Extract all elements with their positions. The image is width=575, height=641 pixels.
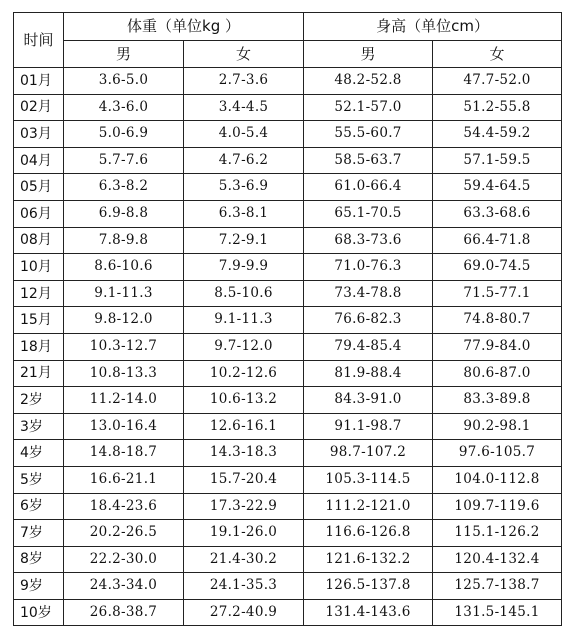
height-female-cell: 47.7-52.0	[433, 68, 562, 95]
weight-male-cell: 4.3-6.0	[64, 94, 184, 121]
age-cell: 7岁	[14, 520, 64, 547]
table-row	[14, 254, 562, 281]
height-female-cell: 104.0-112.8	[433, 466, 562, 493]
header-height: 身高（单位cm）	[304, 13, 562, 41]
height-male-cell: 81.9-88.4	[304, 360, 433, 387]
height-male-cell: 52.1-57.0	[304, 94, 433, 121]
height-male-cell: 48.2-52.8	[304, 68, 433, 95]
height-male-cell: 121.6-132.2	[304, 546, 433, 573]
weight-male-cell: 11.2-14.0	[64, 387, 184, 414]
height-male-cell: 126.5-137.8	[304, 573, 433, 600]
weight-female-cell: 4.7-6.2	[184, 147, 304, 174]
height-female-cell: 66.4-71.8	[433, 227, 562, 254]
height-male-cell: 91.1-98.7	[304, 413, 433, 440]
height-male-cell: 116.6-126.8	[304, 520, 433, 547]
weight-male-cell: 6.9-8.8	[64, 200, 184, 227]
weight-male-cell: 14.8-18.7	[64, 440, 184, 467]
weight-male-cell: 6.3-8.2	[64, 174, 184, 201]
weight-female-cell: 5.3-6.9	[184, 174, 304, 201]
weight-female-cell: 14.3-18.3	[184, 440, 304, 467]
table-row	[14, 280, 562, 307]
height-female-cell: 115.1-126.2	[433, 520, 562, 547]
table-row	[14, 440, 562, 467]
weight-female-cell: 12.6-16.1	[184, 413, 304, 440]
height-female-cell: 109.7-119.6	[433, 493, 562, 520]
table-row	[14, 174, 562, 201]
height-female-cell: 131.5-145.1	[433, 599, 562, 626]
header-row-groups	[14, 13, 562, 41]
height-male-cell: 68.3-73.6	[304, 227, 433, 254]
height-male-cell: 84.3-91.0	[304, 387, 433, 414]
height-female-cell: 74.8-80.7	[433, 307, 562, 334]
weight-female-cell: 4.0-5.4	[184, 121, 304, 148]
table-row	[14, 493, 562, 520]
weight-male-cell: 3.6-5.0	[64, 68, 184, 95]
weight-female-cell: 17.3-22.9	[184, 493, 304, 520]
weight-female-cell: 15.7-20.4	[184, 466, 304, 493]
height-female-cell: 125.7-138.7	[433, 573, 562, 600]
height-female-cell: 69.0-74.5	[433, 254, 562, 281]
weight-male-cell: 20.2-26.5	[64, 520, 184, 547]
table-row	[14, 333, 562, 360]
weight-male-cell: 7.8-9.8	[64, 227, 184, 254]
table-row	[14, 94, 562, 121]
age-cell: 4岁	[14, 440, 64, 467]
weight-male-cell: 24.3-34.0	[64, 573, 184, 600]
age-cell: 9岁	[14, 573, 64, 600]
age-cell: 6岁	[14, 493, 64, 520]
table-row	[14, 599, 562, 626]
height-male-cell: 55.5-60.7	[304, 121, 433, 148]
header-weight: 体重（单位kg ）	[64, 13, 304, 41]
weight-female-cell: 27.2-40.9	[184, 599, 304, 626]
weight-male-cell: 5.0-6.9	[64, 121, 184, 148]
header-time: 时间	[14, 13, 64, 68]
weight-male-cell: 8.6-10.6	[64, 254, 184, 281]
age-cell: 05月	[14, 174, 64, 201]
table-row	[14, 520, 562, 547]
age-cell: 10月	[14, 254, 64, 281]
weight-male-cell: 18.4-23.6	[64, 493, 184, 520]
weight-female-cell: 7.9-9.9	[184, 254, 304, 281]
weight-male-cell: 26.8-38.7	[64, 599, 184, 626]
weight-male-cell: 13.0-16.4	[64, 413, 184, 440]
weight-male-cell: 10.3-12.7	[64, 333, 184, 360]
height-female-cell: 77.9-84.0	[433, 333, 562, 360]
height-male-cell: 76.6-82.3	[304, 307, 433, 334]
height-female-cell: 57.1-59.5	[433, 147, 562, 174]
age-cell: 15月	[14, 307, 64, 334]
height-female-cell: 71.5-77.1	[433, 280, 562, 307]
table-row	[14, 227, 562, 254]
table-row	[14, 466, 562, 493]
height-male-cell: 111.2-121.0	[304, 493, 433, 520]
growth-standards-table	[13, 12, 562, 626]
table-row	[14, 200, 562, 227]
header-height-female: 女	[433, 41, 562, 68]
height-female-cell: 83.3-89.8	[433, 387, 562, 414]
height-male-cell: 71.0-76.3	[304, 254, 433, 281]
header-height-male: 男	[304, 41, 433, 68]
age-cell: 04月	[14, 147, 64, 174]
height-female-cell: 51.2-55.8	[433, 94, 562, 121]
age-cell: 06月	[14, 200, 64, 227]
height-male-cell: 61.0-66.4	[304, 174, 433, 201]
weight-female-cell: 21.4-30.2	[184, 546, 304, 573]
header-weight-female: 女	[184, 41, 304, 68]
weight-male-cell: 5.7-7.6	[64, 147, 184, 174]
weight-male-cell: 9.8-12.0	[64, 307, 184, 334]
table-header	[14, 13, 562, 68]
height-male-cell: 98.7-107.2	[304, 440, 433, 467]
age-cell: 3岁	[14, 413, 64, 440]
weight-female-cell: 10.6-13.2	[184, 387, 304, 414]
weight-male-cell: 9.1-11.3	[64, 280, 184, 307]
age-cell: 10岁	[14, 599, 64, 626]
height-male-cell: 131.4-143.6	[304, 599, 433, 626]
weight-female-cell: 10.2-12.6	[184, 360, 304, 387]
height-male-cell: 65.1-70.5	[304, 200, 433, 227]
table-row	[14, 573, 562, 600]
weight-female-cell: 2.7-3.6	[184, 68, 304, 95]
height-male-cell: 105.3-114.5	[304, 466, 433, 493]
weight-female-cell: 9.1-11.3	[184, 307, 304, 334]
table-row	[14, 546, 562, 573]
weight-female-cell: 8.5-10.6	[184, 280, 304, 307]
height-male-cell: 73.4-78.8	[304, 280, 433, 307]
height-female-cell: 97.6-105.7	[433, 440, 562, 467]
height-male-cell: 58.5-63.7	[304, 147, 433, 174]
weight-female-cell: 7.2-9.1	[184, 227, 304, 254]
height-female-cell: 80.6-87.0	[433, 360, 562, 387]
height-female-cell: 63.3-68.6	[433, 200, 562, 227]
weight-male-cell: 22.2-30.0	[64, 546, 184, 573]
weight-female-cell: 6.3-8.1	[184, 200, 304, 227]
table-row	[14, 147, 562, 174]
table-row	[14, 68, 562, 95]
table-row	[14, 360, 562, 387]
age-cell: 02月	[14, 94, 64, 121]
weight-female-cell: 3.4-4.5	[184, 94, 304, 121]
height-female-cell: 59.4-64.5	[433, 174, 562, 201]
age-cell: 5岁	[14, 466, 64, 493]
header-row-sex	[14, 41, 562, 68]
weight-male-cell: 10.8-13.3	[64, 360, 184, 387]
weight-female-cell: 9.7-12.0	[184, 333, 304, 360]
weight-female-cell: 19.1-26.0	[184, 520, 304, 547]
table-row	[14, 413, 562, 440]
header-weight-male: 男	[64, 41, 184, 68]
table-row	[14, 387, 562, 414]
age-cell: 2岁	[14, 387, 64, 414]
age-cell: 21月	[14, 360, 64, 387]
age-cell: 03月	[14, 121, 64, 148]
height-female-cell: 120.4-132.4	[433, 546, 562, 573]
height-male-cell: 79.4-85.4	[304, 333, 433, 360]
table-body	[14, 68, 562, 626]
weight-male-cell: 16.6-21.1	[64, 466, 184, 493]
age-cell: 12月	[14, 280, 64, 307]
table-row	[14, 307, 562, 334]
age-cell: 08月	[14, 227, 64, 254]
height-female-cell: 54.4-59.2	[433, 121, 562, 148]
age-cell: 18月	[14, 333, 64, 360]
weight-female-cell: 24.1-35.3	[184, 573, 304, 600]
height-female-cell: 90.2-98.1	[433, 413, 562, 440]
age-cell: 01月	[14, 68, 64, 95]
table-row	[14, 121, 562, 148]
age-cell: 8岁	[14, 546, 64, 573]
